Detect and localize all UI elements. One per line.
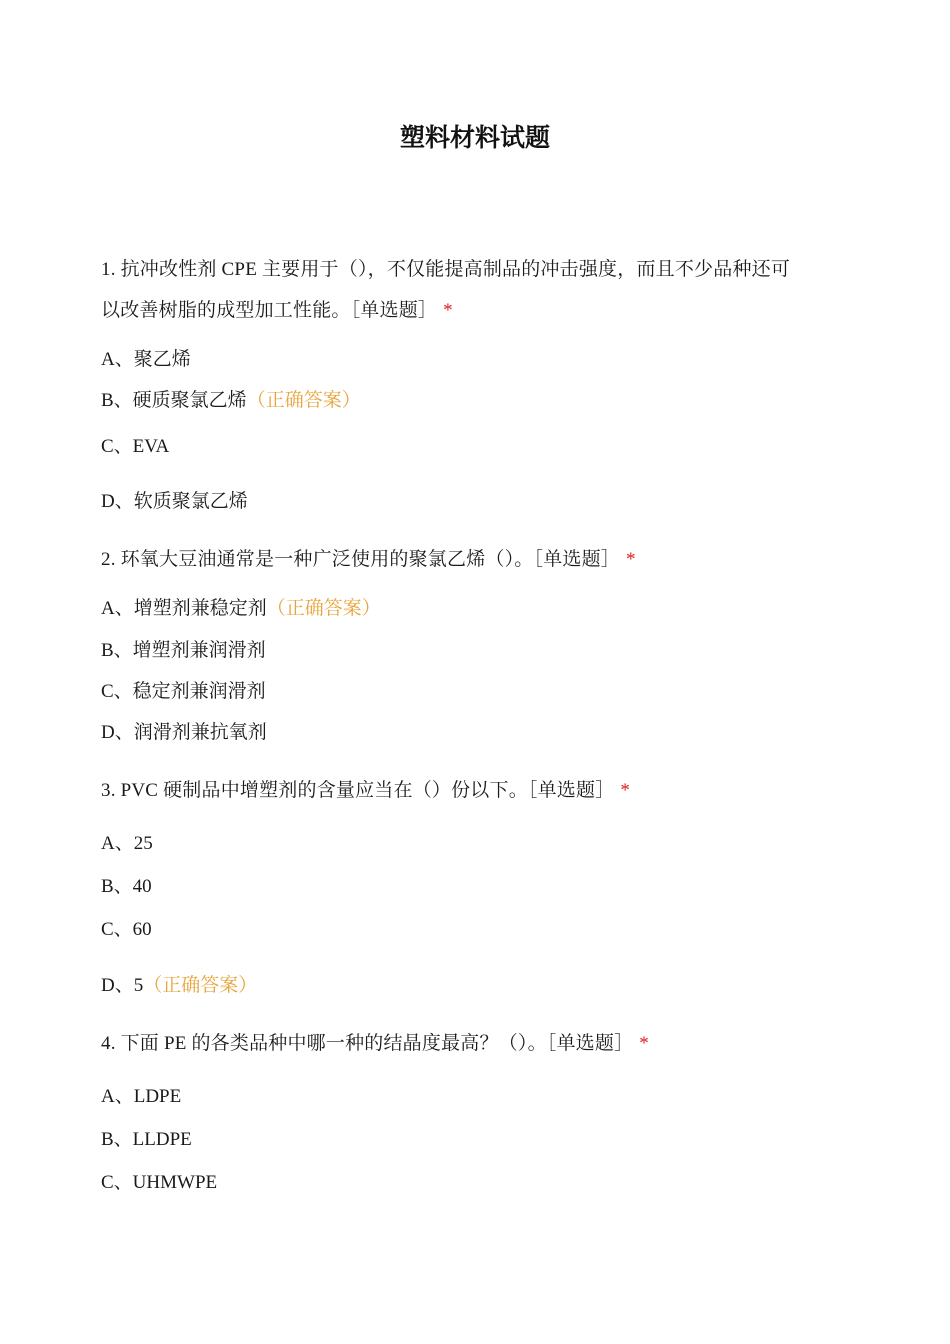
correct-answer-tag: （正确答案） (143, 975, 258, 996)
option-label: D、软质聚氯乙烯 (101, 491, 248, 512)
question-2-option-a (101, 594, 381, 624)
question-text-line: 1. 抗冲改性剂 CPE 主要用于（），不仅能提高制品的冲击强度，而且不少品种还可 (101, 259, 791, 280)
required-marker: * (620, 780, 630, 801)
question-2-text (101, 545, 636, 575)
question-4-option-c (101, 1168, 217, 1198)
question-text-line: 2. 环氧大豆油通常是一种广泛使用的聚氯乙烯（）。［单选题］ (101, 549, 621, 570)
required-marker: * (626, 549, 636, 570)
question-1-option-d (101, 487, 248, 517)
question-2-option-b (101, 636, 266, 666)
question-1-option-c (101, 432, 169, 462)
option-label: A、25 (101, 833, 153, 854)
option-label: C、稳定剂兼润滑剂 (101, 681, 266, 702)
option-label: A、聚乙烯 (101, 349, 191, 370)
question-4-option-b (101, 1125, 192, 1155)
question-3-option-c (101, 915, 152, 945)
required-marker: * (639, 1033, 649, 1054)
document-title: 塑料材料试题 (399, 123, 550, 152)
option-label: B、增塑剂兼润滑剂 (101, 640, 266, 661)
option-label: D、5 (101, 975, 144, 996)
question-3-option-b (101, 872, 152, 902)
option-label: A、LDPE (101, 1086, 182, 1107)
question-1-option-a (101, 345, 191, 375)
question-4-text (101, 1029, 649, 1059)
question-text-line: 以改善树脂的成型加工性能。［单选题］ (101, 300, 438, 321)
option-label: D、润滑剂兼抗氧剂 (101, 722, 267, 743)
option-label: B、硬质聚氯乙烯 (101, 390, 247, 411)
option-label: C、60 (101, 919, 152, 940)
option-label: C、EVA (101, 436, 170, 457)
option-label: B、LLDPE (101, 1129, 192, 1150)
question-text-line: 4. 下面 PE 的各类品种中哪一种的结晶度最高？（）。［单选题］ (101, 1033, 634, 1054)
question-3-option-a (101, 829, 153, 859)
required-marker: * (443, 300, 453, 321)
question-2-option-d (101, 718, 267, 748)
question-2-option-c (101, 677, 266, 707)
question-1-text (101, 255, 790, 285)
question-text-line: 3. PVC 硬制品中增塑剂的含量应当在（）份以下。［单选题］ (101, 780, 615, 801)
option-label: A、增塑剂兼稳定剂 (101, 598, 267, 619)
question-3-text (101, 776, 630, 806)
option-label: C、UHMWPE (101, 1172, 218, 1193)
question-1-option-b (101, 386, 361, 416)
option-label: B、40 (101, 876, 152, 897)
correct-answer-tag: （正确答案） (266, 598, 381, 619)
question-1-text-continued (101, 296, 453, 326)
correct-answer-tag: （正确答案） (246, 390, 361, 411)
question-4-option-a (101, 1082, 181, 1112)
question-3-option-d (101, 971, 257, 1001)
